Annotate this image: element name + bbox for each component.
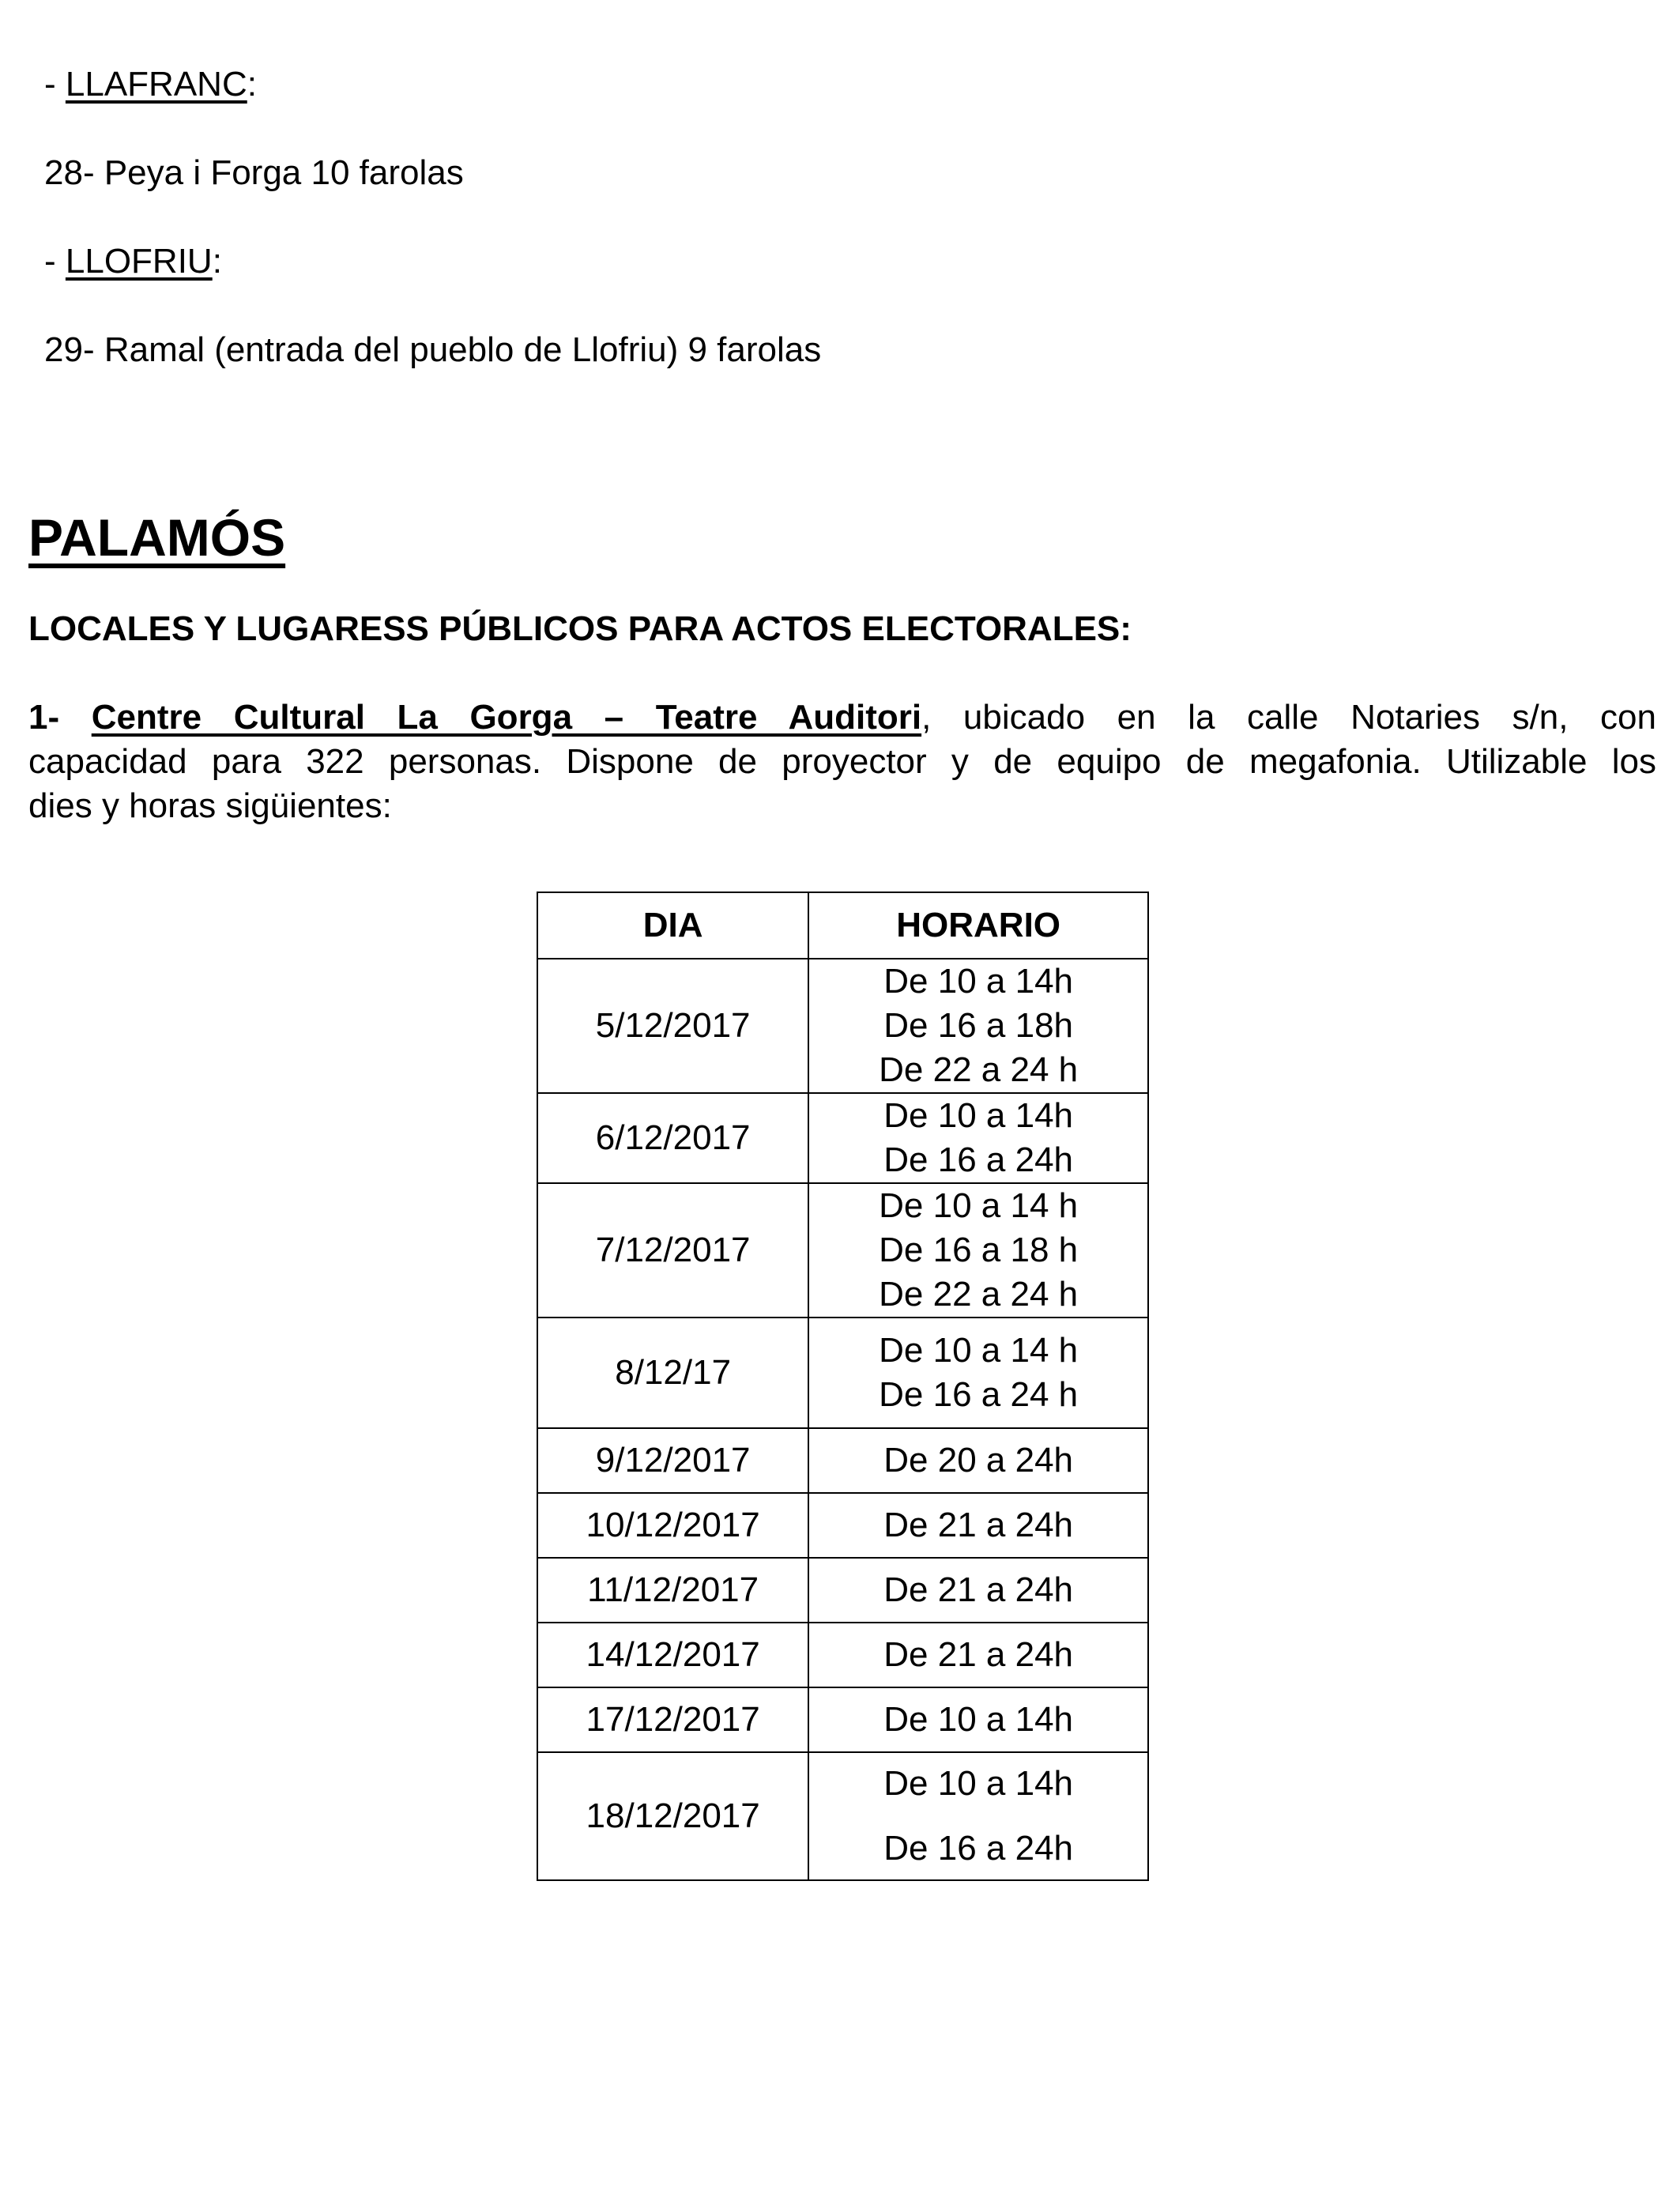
venue-name: Centre Cultural La Gorga – Teatre Auditori [91, 698, 922, 737]
time-slot: De 16 a 18 h [879, 1231, 1079, 1269]
day-cell: 5/12/2017 [537, 959, 808, 1093]
day-cell: 14/12/2017 [537, 1623, 808, 1687]
time-slot: De 20 a 24h [883, 1441, 1074, 1480]
table-row [537, 1493, 1148, 1558]
time-slot: De 21 a 24h [883, 1635, 1074, 1674]
horario-cell [808, 1428, 1148, 1493]
section-llofriu-heading: - LLOFRIU: [44, 242, 222, 281]
time-slot: De 16 a 24 h [879, 1375, 1079, 1414]
item-number: 1- [28, 698, 60, 737]
time-slot: De 16 a 24h [883, 1140, 1074, 1179]
column-header-dia: DIA [537, 892, 808, 959]
time-slot: De 16 a 18h [883, 1006, 1074, 1045]
table-row [537, 1623, 1148, 1687]
section-llafranc-item: 28- Peya i Forga 10 farolas [44, 153, 464, 192]
time-slot: De 22 a 24 h [879, 1050, 1079, 1089]
table-row [537, 1183, 1148, 1318]
paragraph-line-3: dies y horas sigüientes: [28, 786, 392, 825]
time-slot: De 22 a 24 h [879, 1275, 1079, 1314]
table-header-row [537, 892, 1148, 959]
day-cell: 11/12/2017 [537, 1558, 808, 1623]
horario-cell [808, 1183, 1148, 1318]
time-slot: De 10 a 14h [883, 1764, 1074, 1803]
horario-cell [808, 1093, 1148, 1183]
time-slot: De 10 a 14h [883, 962, 1074, 1001]
page-title: PALAMÓS [28, 508, 286, 567]
day-cell: 17/12/2017 [537, 1687, 808, 1752]
table-row [537, 959, 1148, 1093]
day-cell: 6/12/2017 [537, 1093, 808, 1183]
horario-cell [808, 1623, 1148, 1687]
day-cell: 9/12/2017 [537, 1428, 808, 1493]
horario-cell [808, 1318, 1148, 1428]
schedule-table [537, 892, 1149, 1881]
column-header-horario: HORARIO [808, 892, 1148, 959]
time-slot: De 16 a 24h [883, 1829, 1074, 1868]
table-body [537, 959, 1148, 1880]
section-subtitle: LOCALES Y LUGARESS PÚBLICOS PARA ACTOS ELECTORALES: [28, 609, 1132, 648]
time-slot: De 21 a 24h [883, 1570, 1074, 1609]
time-slot: De 10 a 14 h [879, 1331, 1079, 1370]
day-cell: 18/12/2017 [537, 1752, 808, 1880]
table-row [537, 1093, 1148, 1183]
day-cell: 8/12/17 [537, 1318, 808, 1428]
day-cell: 10/12/2017 [537, 1493, 808, 1558]
time-slot: De 21 a 24h [883, 1506, 1074, 1544]
day-cell: 7/12/2017 [537, 1183, 808, 1318]
paragraph-line-2: capacidad para 322 personas. Dispone de proyector y de equipo de megafonia. Utilizable los [28, 742, 1656, 781]
table-row [537, 1558, 1148, 1623]
time-slot: De 10 a 14 h [879, 1186, 1079, 1225]
section-llafranc-heading: - LLAFRANC: [44, 65, 257, 104]
time-slot: De 10 a 14h [883, 1700, 1074, 1739]
time-slot: De 10 a 14h [883, 1096, 1074, 1135]
table-row [537, 1752, 1148, 1880]
horario-cell [808, 1558, 1148, 1623]
table-row [537, 1318, 1148, 1428]
horario-cell [808, 1493, 1148, 1558]
place-name: LLAFRANC [65, 65, 247, 104]
section-llofriu-item: 29- Ramal (entrada del pueblo de Llofriu) 9 farolas [44, 330, 822, 369]
paragraph-line-1: 1- Centre Cultural La Gorga – Teatre Auditori, ubicado en la calle Notaries s/n, con [28, 698, 1656, 737]
horario-cell [808, 1687, 1148, 1752]
table-row [537, 1687, 1148, 1752]
horario-cell [808, 1752, 1148, 1880]
venue-paragraph [28, 696, 1656, 828]
table-row [537, 1428, 1148, 1493]
horario-cell [808, 959, 1148, 1093]
place-name: LLOFRIU [65, 242, 213, 281]
